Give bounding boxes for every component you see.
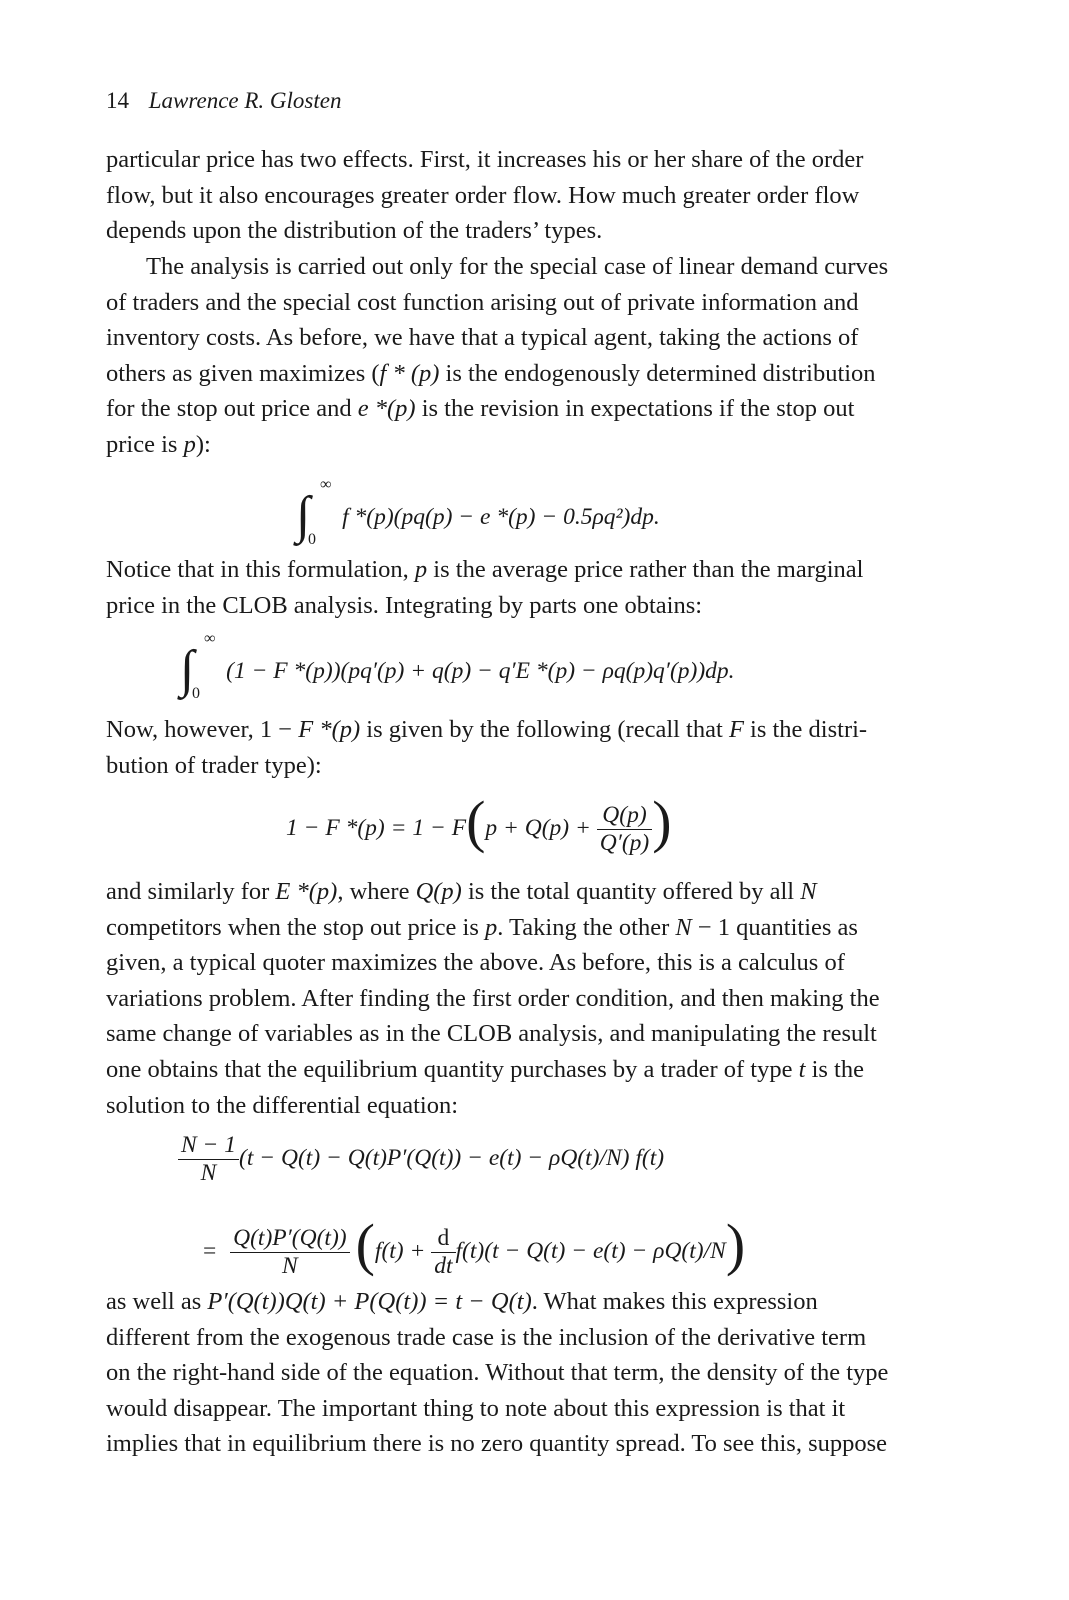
left-paren: ( xyxy=(466,789,486,854)
text-line: Now, however, 1 − F *(p) is given by the following (recall that F is the distri- xyxy=(106,716,868,743)
fraction-numerator: d xyxy=(431,1225,455,1253)
text-line: particular price has two effects. First, it increases his or her share of the order xyxy=(106,146,864,173)
fraction-numerator: Q(p) xyxy=(597,802,653,830)
equation-term: f(t) + xyxy=(374,1238,426,1264)
text-line: competitors when the stop out price is p. Taking the other N − 1 quantities as xyxy=(106,913,858,941)
text-line: as well as P′(Q(t))Q(t) + P(Q(t)) = t − Q(t). What makes this expression xyxy=(106,1288,818,1315)
fraction xyxy=(178,1132,239,1187)
text-line: different from the exogenous trade case is the inclusion of the derivative term xyxy=(106,1323,867,1351)
equation-body: f *(p)(pq(p) − e *(p) − 0.5ρq²)dp. xyxy=(342,504,660,530)
equation-2 xyxy=(180,630,735,702)
integral-sign: ∫ xyxy=(180,641,195,698)
fraction-denominator: Q′(p) xyxy=(599,830,650,857)
page-number: 14 xyxy=(106,88,129,113)
fraction-denominator: N xyxy=(200,1160,217,1186)
paragraph-4 xyxy=(106,712,946,783)
paragraph-6 xyxy=(106,1284,946,1462)
text-line: would disappear. The important thing to note about this expression is that it xyxy=(106,1394,846,1422)
text-line: implies that in equilibrium there is no zero quantity spread. To see this, suppose xyxy=(106,1430,888,1458)
text-line: Notice that in this formulation, p is the average price rather than the marginal xyxy=(106,556,864,583)
integral-lower-limit: 0 xyxy=(308,531,316,548)
text-line: of traders and the special cost function arising out of private information and xyxy=(106,288,859,316)
text-line: depends upon the distribution of the traders’ types. xyxy=(106,217,603,245)
fraction-numerator: N − 1 xyxy=(178,1132,239,1160)
text-line: The analysis is carried out only for the special case of linear demand curves xyxy=(146,253,889,280)
integral-upper-limit: ∞ xyxy=(320,476,332,493)
integral-lower-limit: 0 xyxy=(192,685,200,702)
paragraph-5 xyxy=(106,874,946,1123)
text-line: solution to the differential equation: xyxy=(106,1091,458,1119)
paragraph-2 xyxy=(106,249,946,463)
equation-1 xyxy=(296,476,660,548)
integral-sign: ∫ xyxy=(296,487,311,544)
equation-body: (t − Q(t) − Q(t)P′(Q(t)) − e(t) − ρQ(t)/N) f(t) xyxy=(239,1144,665,1171)
paragraph-3 xyxy=(106,552,946,623)
text-line: for the stop out price and e *(p) is the revision in expectations if the stop out xyxy=(106,395,855,423)
fraction xyxy=(597,802,653,857)
fraction-numerator: Q(t)P′(Q(t)) xyxy=(230,1225,349,1253)
derivative-fraction xyxy=(431,1225,455,1280)
text-line: and similarly for E *(p), where Q(p) is the total quantity offered by all N xyxy=(106,878,817,905)
equation-inner: p + Q(p) + xyxy=(485,815,591,841)
text-line: given, a typical quoter maximizes the above. As before, this is a calculus of xyxy=(106,949,845,977)
left-paren: ( xyxy=(355,1212,375,1277)
text-line: inventory costs. As before, we have that a typical agent, taking the actions of xyxy=(106,324,859,352)
fraction-denominator: N xyxy=(282,1253,298,1280)
equation-lhs: 1 − F *(p) = 1 − F xyxy=(286,815,467,841)
text-line: on the right-hand side of the equation. Without that term, the density of the type xyxy=(106,1359,889,1387)
text-line: others as given maximizes (f * (p) is the endogenously determined distribution xyxy=(106,359,876,387)
equation-3 xyxy=(286,782,672,857)
equation-4-line-2 xyxy=(203,1205,745,1280)
text-line: price in the CLOB analysis. Integrating by parts one obtains: xyxy=(106,591,703,619)
equals-sign: = xyxy=(203,1238,217,1264)
paragraph-1 xyxy=(106,142,946,249)
text-line: flow, but it also encourages greater order flow. How much greater order flow xyxy=(106,181,860,209)
fraction-denominator: dt xyxy=(434,1253,453,1280)
equation-body: (1 − F *(p))(pq′(p) + q(p) − q′E *(p) − ρq(p)q′(p))dp. xyxy=(226,658,735,684)
fraction xyxy=(230,1225,349,1280)
equation-term: f(t)(t − Q(t) − e(t) − ρQ(t)/N xyxy=(455,1238,726,1264)
right-paren: ) xyxy=(725,1212,746,1277)
integral-upper-limit: ∞ xyxy=(204,630,216,647)
running-head xyxy=(106,88,341,114)
text-line: one obtains that the equilibrium quantity purchases by a trader of type t is the xyxy=(106,1055,864,1083)
text-line: price is p): xyxy=(106,430,211,458)
right-paren: ) xyxy=(652,789,672,854)
text-line: bution of trader type): xyxy=(106,751,322,779)
text-line: same change of variables as in the CLOB analysis, and manipulating the result xyxy=(106,1020,877,1048)
author-name: Lawrence R. Glosten xyxy=(148,88,342,113)
text-line: variations problem. After finding the first order condition, and then making the xyxy=(106,984,880,1012)
equation-4-line-1 xyxy=(178,1132,664,1187)
